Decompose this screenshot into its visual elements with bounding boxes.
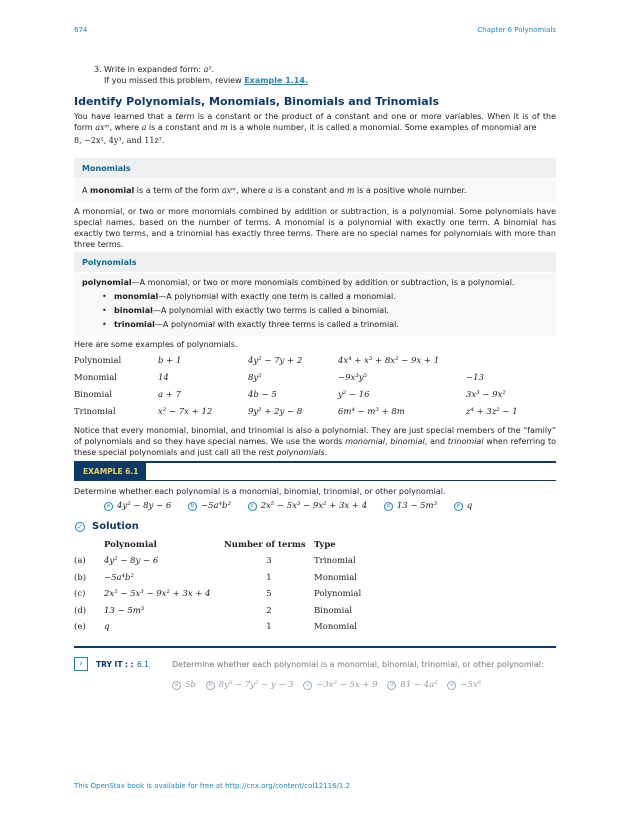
chevron-right-icon[interactable]: › bbox=[74, 657, 88, 671]
choice-letter-icon: d bbox=[384, 502, 393, 511]
list-item bbox=[303, 680, 377, 690]
table-row bbox=[74, 403, 556, 420]
polynomials-callout-body bbox=[74, 272, 556, 336]
table-cell: 4y² − 7y + 2 bbox=[248, 355, 303, 366]
row-label: Monomial bbox=[74, 372, 117, 383]
callout-text: A bbox=[82, 186, 91, 195]
callout-text: is a positive whole number. bbox=[354, 186, 467, 195]
table-cell: −13 bbox=[466, 372, 484, 383]
choice-expression: 4y² − 8y − 6 bbox=[117, 501, 172, 511]
intro-paragraph bbox=[74, 111, 556, 146]
choice-expression: 2x⁵ − 5x³ − 9x² + 3x + 4 bbox=[260, 501, 368, 511]
choice-letter-icon: c bbox=[248, 502, 257, 511]
review-prompt: Write in expanded form: bbox=[104, 65, 202, 74]
solution-title: Solution bbox=[92, 521, 139, 532]
try-it-number: 6.1 bbox=[137, 660, 149, 669]
table-cell: 3x³ − 9x² bbox=[466, 389, 506, 400]
bullet-term: monomial bbox=[114, 292, 159, 301]
list-item bbox=[102, 319, 548, 330]
example-rule bbox=[146, 480, 556, 481]
page-number: 674 bbox=[74, 26, 88, 34]
table-cell: b + 1 bbox=[158, 355, 182, 366]
notice-term: binomial bbox=[390, 437, 425, 446]
row-expression: q bbox=[104, 622, 110, 633]
row-terms: 2 bbox=[266, 605, 272, 616]
table-row bbox=[74, 586, 404, 603]
review-number: 3. bbox=[94, 65, 102, 74]
try-it-choices bbox=[172, 680, 488, 690]
intro-term: term bbox=[175, 112, 195, 121]
polynomial-definition bbox=[82, 277, 548, 288]
bullet-term: trinomial bbox=[114, 320, 155, 329]
table-cell: a + 7 bbox=[158, 389, 182, 400]
choice-letter-icon: b bbox=[206, 681, 215, 690]
choice-expression: 5b bbox=[185, 680, 196, 690]
list-item bbox=[172, 680, 196, 690]
table-row bbox=[74, 603, 404, 620]
row-expression: 13 − 5m³ bbox=[104, 605, 145, 616]
intro-text: is a constant and bbox=[146, 123, 221, 132]
notice-term: trinomial bbox=[447, 437, 484, 446]
table-header-row bbox=[74, 536, 404, 553]
section-title: Identify Polynomials, Monomials, Binomials and Trinomials bbox=[74, 95, 440, 108]
definition-term: polynomial bbox=[82, 278, 132, 287]
review-expression: a⁵. bbox=[203, 65, 215, 74]
list-item bbox=[102, 305, 548, 316]
choice-expression: −3x² − 5x + 9 bbox=[316, 680, 378, 690]
polynomials-callout-title: Polynomials bbox=[82, 258, 137, 267]
notice-text: , and bbox=[424, 437, 448, 446]
row-type: Binomial bbox=[314, 605, 353, 616]
example-top-rule bbox=[74, 461, 556, 463]
callout-text: , where bbox=[236, 186, 269, 195]
row-label: (d) bbox=[74, 605, 87, 616]
table-cell: −9x³y⁵ bbox=[338, 372, 367, 383]
monomials-callout bbox=[74, 158, 556, 202]
table-row bbox=[74, 553, 404, 570]
column-header: Type bbox=[314, 539, 336, 550]
list-item bbox=[188, 501, 231, 511]
intro-form: axᵐ bbox=[95, 123, 110, 132]
callout-var-m: m bbox=[346, 186, 355, 195]
notice-term: monomial bbox=[345, 437, 385, 446]
column-header bbox=[74, 536, 104, 553]
callout-text: is a constant and bbox=[273, 186, 347, 195]
choice-expression: 13 − 5m³ bbox=[396, 501, 438, 511]
intro-var-m: m bbox=[220, 123, 228, 132]
list-item bbox=[387, 680, 437, 690]
try-it-label: TRY IT : : bbox=[96, 660, 134, 669]
example-choices bbox=[104, 501, 486, 511]
choice-letter-icon: e bbox=[454, 502, 463, 511]
chapter-header: Chapter 6 Polynomials bbox=[477, 26, 556, 34]
table-row bbox=[74, 369, 556, 386]
notice-paragraph bbox=[74, 425, 556, 458]
row-expression: −5a⁴b² bbox=[104, 572, 134, 583]
row-expression: 4y² − 8y − 6 bbox=[104, 556, 159, 567]
try-it-prompt: Determine whether each polynomial is a monomial, binomial, trinomial, or other polynomial: bbox=[172, 660, 544, 669]
row-type: Monomial bbox=[314, 622, 357, 633]
monomial-examples: 8, −2x², 4y³, and 11z⁷. bbox=[74, 136, 165, 145]
choice-letter-icon: b bbox=[188, 502, 197, 511]
table-cell: 4x⁴ + x³ + 8x² − 9x + 1 bbox=[338, 355, 440, 366]
row-terms: 1 bbox=[266, 622, 272, 633]
table-cell: 8y² bbox=[248, 372, 262, 383]
row-type: Trinomial bbox=[314, 556, 356, 567]
callout-var-a: a bbox=[268, 186, 274, 195]
row-terms: 5 bbox=[266, 589, 272, 600]
callout-term: monomial bbox=[90, 186, 135, 195]
bullet-text: —A polynomial with exactly three terms is called a trinomial. bbox=[154, 320, 399, 329]
intro-text: , where bbox=[109, 123, 142, 132]
monomials-callout-body bbox=[74, 178, 556, 202]
row-terms: 1 bbox=[266, 572, 272, 583]
examples-intro: Here are some examples of polynomials. bbox=[74, 340, 238, 349]
table-cell: x² − 7x + 12 bbox=[158, 406, 213, 417]
table-row bbox=[74, 619, 404, 636]
bullet-text: —A polynomial with exactly one term is called a monomial. bbox=[158, 292, 396, 301]
row-label: Polynomial bbox=[74, 355, 122, 366]
intro-text: You have learned that a bbox=[74, 112, 176, 121]
polynomial-types-list bbox=[102, 291, 548, 330]
choice-letter-icon: a bbox=[104, 502, 113, 511]
checkmark-icon: ✓ bbox=[75, 522, 85, 532]
table-row bbox=[74, 570, 404, 587]
table-cell: 6m⁴ − m³ + 8m bbox=[338, 406, 405, 417]
table-cell: 4b − 5 bbox=[248, 389, 277, 400]
choice-letter-icon: a bbox=[172, 681, 181, 690]
polynomials-callout bbox=[74, 252, 556, 336]
row-label: Trinomial bbox=[74, 406, 116, 417]
list-item bbox=[104, 501, 171, 511]
list-item bbox=[447, 680, 481, 690]
list-item bbox=[454, 501, 472, 511]
choice-expression: −5a⁴b² bbox=[201, 501, 231, 511]
footer-text: This OpenStax book is available for free at http://cnx.org/content/col12116/1.2 bbox=[74, 782, 351, 790]
notice-term: polynomials bbox=[276, 448, 325, 457]
callout-form: axᵐ bbox=[221, 186, 237, 195]
example-prompt: Determine whether each polynomial is a monomial, binomial, trinomial, or other polynomial. bbox=[74, 487, 446, 496]
choice-letter-icon: c bbox=[303, 681, 312, 690]
polynomial-paragraph: A monomial, or two or more monomials combined by addition or subtraction, is a polynomial. Some polynomials have special names, based on the number of terms. A monomial is a polynomial with exactly one term. A binomial has exactly two terms, and a trinomial has exactly three terms. There are no special names for polynomials with more than three terms. bbox=[74, 207, 556, 249]
callout-text: is a term of the form bbox=[134, 186, 222, 195]
column-header: Number of terms bbox=[224, 539, 306, 550]
choice-expression: −5x⁶ bbox=[460, 680, 482, 690]
intro-var-a: a bbox=[141, 123, 147, 132]
table-cell: y² − 16 bbox=[338, 389, 370, 400]
list-item bbox=[206, 680, 294, 690]
review-example-link[interactable]: Example 1.14. bbox=[244, 76, 309, 85]
table-row bbox=[74, 386, 556, 403]
intro-text: is a constant or the product of a constant and one or more variables. When it is of the form bbox=[74, 112, 557, 132]
row-type: Monomial bbox=[314, 572, 357, 583]
polynomial-examples-table bbox=[74, 352, 556, 420]
list-item bbox=[102, 291, 548, 302]
notice-text: , bbox=[385, 437, 391, 446]
choice-expression: 8y³ − 7y² − y − 3 bbox=[218, 680, 294, 690]
row-type: Polynomial bbox=[314, 589, 362, 600]
example-label: EXAMPLE 6.1 bbox=[74, 462, 146, 481]
example-bottom-rule bbox=[74, 646, 556, 648]
list-item bbox=[248, 501, 368, 511]
table-cell: 9y² + 2y − 8 bbox=[248, 406, 303, 417]
row-label: (b) bbox=[74, 572, 87, 583]
table-row bbox=[74, 352, 556, 369]
intro-text: is a whole number, it is called a monomial. Some examples of monomial are bbox=[227, 123, 537, 132]
row-terms: 3 bbox=[266, 556, 272, 567]
solution-table bbox=[74, 536, 404, 636]
row-expression: 2x⁵ − 5x³ − 9x² + 3x + 4 bbox=[104, 589, 211, 600]
monomials-callout-title: Monomials bbox=[82, 164, 131, 173]
notice-text: Notice that every monomial, binomial, and trinomial is also a polynomial. They are just special members of the “family” of polynomials and so they have special names. We use the words bbox=[74, 426, 556, 446]
column-header: Polynomial bbox=[104, 539, 157, 550]
table-cell bbox=[466, 352, 556, 369]
choice-expression: q bbox=[466, 501, 473, 511]
choice-letter-icon: d bbox=[387, 681, 396, 690]
notice-text: . bbox=[324, 448, 328, 457]
bullet-text: —A polynomial with exactly two terms is called a binomial. bbox=[152, 306, 389, 315]
definition-text: —A monomial, or two or more monomials combined by addition or subtraction, is a polynomial. bbox=[131, 278, 515, 287]
row-label: Binomial bbox=[74, 389, 113, 400]
choice-letter-icon: e bbox=[447, 681, 456, 690]
review-missed-text: If you missed this problem, review bbox=[104, 76, 245, 85]
table-cell: z⁴ + 3z² − 1 bbox=[466, 406, 518, 417]
notice-text: when referring to these special polynomials and just call all the rest bbox=[74, 437, 556, 457]
list-item bbox=[384, 501, 437, 511]
table-cell: 14 bbox=[158, 372, 169, 383]
row-label: (a) bbox=[74, 556, 86, 567]
review-item bbox=[94, 64, 534, 86]
bullet-term: binomial bbox=[114, 306, 153, 315]
choice-expression: 81 − 4a² bbox=[400, 680, 438, 690]
row-label: (c) bbox=[74, 589, 86, 600]
row-label: (e) bbox=[74, 622, 86, 633]
